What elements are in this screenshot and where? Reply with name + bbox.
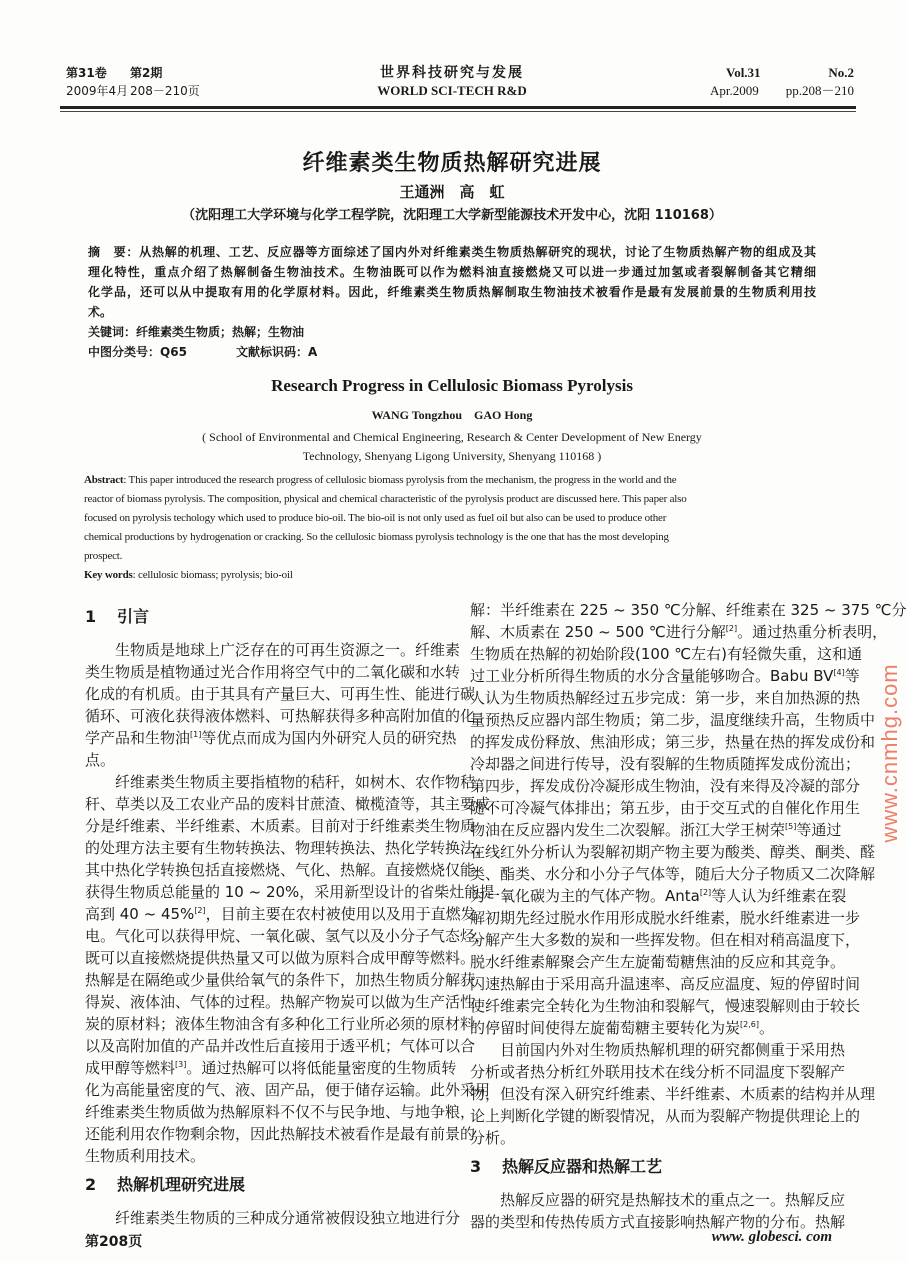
abstract-en-line: focused on pyrolysis techology which used to produce bio-oil. The bio-oil is not only used as fuel oil but also can be used to produce other bbox=[84, 512, 667, 524]
abstract-en-label: Abstract bbox=[84, 474, 124, 486]
keywords-cn-value: 纤维素类生物质；热解；生物油 bbox=[136, 325, 305, 339]
text-line: 随不可冷凝气体排出；第五步，由于交互式的自催化作用生 bbox=[470, 799, 861, 817]
abstract-en-line: prospect. bbox=[84, 550, 123, 562]
citation-ref: [4] bbox=[833, 668, 845, 677]
text-line: 论上判断化学键的断裂情况，从而为裂解产物提供理论上的 bbox=[470, 1107, 861, 1125]
text-line bbox=[85, 727, 457, 749]
text-span: 等人认为纤维素在裂 bbox=[711, 887, 847, 905]
journal-name bbox=[300, 64, 604, 100]
volume-en: Vol.31 bbox=[726, 65, 761, 80]
clc-value: Q65 bbox=[160, 345, 187, 359]
affiliation-en-line: Technology, Shenyang Ligong University, Shenyang 110168 ) bbox=[302, 449, 602, 463]
text-line: 还能利用农作物剩余物，因此热解技术被看作是最有前景的 bbox=[85, 1125, 476, 1143]
text-line: 以及高附加值的产品并改性后直接用于透平机；气体可以合 bbox=[85, 1037, 476, 1055]
journal-issue-info-en bbox=[710, 64, 854, 100]
issue-en: No.2 bbox=[828, 65, 854, 80]
page-number: 第208页 bbox=[85, 1234, 143, 1250]
text-line bbox=[85, 1057, 457, 1079]
paragraph bbox=[85, 1207, 461, 1229]
text-line bbox=[470, 885, 847, 907]
abstract-en-line: chemical productions by hydrogenation or cracking. So the cellulosic biomass pyrolysis technology is the one that has the most developing bbox=[84, 531, 669, 543]
journal-name-en: WORLD SCI-TECH R&D bbox=[377, 83, 527, 98]
affiliation-en-line: ( School of Environmental and Chemical Engineering, Research & Center Development of New Energy bbox=[202, 430, 702, 444]
clc-label: 中图分类号： bbox=[88, 345, 161, 359]
affiliation-cn: （沈阳理工大学环境与化学工程学院，沈阳理工大学新型能源技术开发中心，沈阳 110168） bbox=[182, 208, 722, 223]
text-span: 等优点而成为国内外研究人员的研究热 bbox=[201, 729, 457, 747]
text-line: 纤维素类生物质主要指植物的秸秆，如树木、农作物秸 bbox=[115, 773, 476, 791]
text-line: 纤维素类生物质的三种成分通常被假设独立地进行分 bbox=[115, 1209, 461, 1227]
section-title: 热解机理研究进展 bbox=[117, 1175, 246, 1194]
text-span: 的停留时间使得左旋葡萄糖主要转化为炭 bbox=[470, 1019, 741, 1037]
text-line: 炭的原材料；液体生物油含有多种化工行业所必须的原材料 bbox=[85, 1015, 476, 1033]
text-line: 分是纤维素、半纤维素、木质素。目前对于纤维素类生物质 bbox=[85, 817, 476, 835]
volume-cn: 第31卷 bbox=[66, 66, 107, 80]
text-line bbox=[470, 621, 888, 643]
section-heading bbox=[85, 1171, 450, 1199]
abstract-cn-label: 摘 要： bbox=[88, 245, 140, 259]
text-line: 得炭、液体油、气体的过程。热解产物炭可以做为生产活性 bbox=[85, 993, 476, 1011]
authors-cn: 王通洲 高 虹 bbox=[399, 183, 505, 201]
text-line: 在线红外分析认为裂解初期产物主要为酸类、醇类、酮类、醛 bbox=[470, 843, 876, 861]
text-line: 的处理方法主要有生物转换法、物理转换法、热化学转换法， bbox=[85, 839, 491, 857]
abstract-cn-line: 术。 bbox=[88, 305, 113, 319]
citation-ref: [1] bbox=[190, 730, 202, 739]
authors-en: WANG Tongzhou GAO Hong bbox=[371, 408, 533, 422]
doc-code-value: A bbox=[308, 345, 318, 359]
paragraph bbox=[85, 639, 476, 771]
text-line: 物，但没有深入研究纤维素、半纤维素、木质素的结构并从理 bbox=[470, 1085, 876, 1103]
paragraph bbox=[470, 1039, 876, 1149]
text-line: 量预热反应器内部生物质；第二步，温度继续升高，生物质中 bbox=[470, 711, 876, 729]
text-line: 生物质是地球上广泛存在的可再生资源之一。纤维素 bbox=[115, 641, 461, 659]
date-en: Apr.2009 bbox=[710, 83, 759, 98]
issue-cn: 第2期 bbox=[130, 66, 163, 80]
text-span: 物油在反应器内发生二次裂解。浙江大学王树荣 bbox=[470, 821, 786, 839]
keywords-cn-label: 关键词： bbox=[88, 325, 137, 339]
text-line: 热解反应器的研究是热解技术的重点之一。热解反应 bbox=[500, 1191, 846, 1209]
abstract-en-line: reactor of biomass pyrolysis. The composition, physical and chemical characteristic of the pyrolysis product are discussed here. This paper also bbox=[84, 493, 687, 505]
text-span: 为一氧化碳为主的气体产物。Anta bbox=[470, 887, 700, 905]
text-span: 高到 40 ~ 45% bbox=[85, 905, 195, 923]
text-line: 类、酯类、水分和小分子气体等，随后大分子物质又二次降解 bbox=[470, 865, 876, 883]
classification-cn bbox=[88, 342, 816, 362]
paper-title-en: Research Progress in Cellulosic Biomass Pyrolysis bbox=[271, 376, 633, 395]
paragraph bbox=[470, 1189, 846, 1233]
section-heading bbox=[85, 603, 450, 631]
keywords-en bbox=[84, 566, 824, 585]
text-line: 秆、草类以及工农业产品的废料甘蔗渣、橄榄渣等，其主要成 bbox=[85, 795, 491, 813]
header-rule-thin bbox=[60, 111, 856, 112]
text-line: 第四步，挥发成份冷凝形成生物油，没有来得及冷凝的部分 bbox=[470, 777, 861, 795]
section-heading bbox=[470, 1153, 835, 1181]
text-line: 分解产生大多数的炭和一些挥发物。但在相对稍高温度下， bbox=[470, 931, 861, 949]
text-span: 。通过热重分析表明， bbox=[737, 623, 888, 641]
citation-ref: [2] bbox=[699, 888, 712, 897]
text-span: ，目前主要在农村被使用以及用于直燃发 bbox=[205, 905, 476, 923]
text-line: 的挥发成份释放、焦油形成；第三步，热量在热的挥发成份和 bbox=[470, 733, 876, 751]
keywords-cn bbox=[88, 322, 816, 342]
text-line: 分析或者热分析红外联用技术在线分析不同温度下裂解产 bbox=[470, 1063, 846, 1081]
text-span: 等通过 bbox=[796, 821, 842, 839]
citation-ref: [2] bbox=[194, 906, 206, 915]
section-number: 2 bbox=[85, 1175, 97, 1194]
citation-ref: [2] bbox=[725, 624, 738, 633]
text-line: 生物质在热解的初始阶段(100 ℃左右)有轻微失重，这和通 bbox=[470, 645, 862, 663]
footer-website: www. globesci. com bbox=[711, 1229, 832, 1245]
text-line: 脱水纤维素解聚会产生左旋葡萄糖焦油的反应和其竞争。 bbox=[470, 953, 846, 971]
affiliation-en bbox=[0, 428, 904, 466]
text-line: 闪速热解由于采用高升温速率、高反应温度、短的停留时间 bbox=[470, 975, 861, 993]
doc-code-label: 文献标识码： bbox=[236, 345, 309, 359]
text-line: 解：半纤维素在 225 ~ 350 ℃分解、纤维素在 325 ~ 375 ℃分 bbox=[470, 601, 907, 619]
text-span: 成甲醇等燃料 bbox=[85, 1059, 176, 1077]
text-line: 生物质利用技术。 bbox=[85, 1147, 206, 1165]
text-span: 。通过热解可以将低能量密度的生物质转 bbox=[186, 1059, 457, 1077]
text-line: 人认为生物质热解经过五步完成：第一步，来自加热源的热 bbox=[470, 689, 861, 707]
text-line: 类生物质是植物通过光合作用将空气中的二氧化碳和水转 bbox=[85, 663, 461, 681]
journal-issue-info-cn bbox=[66, 64, 200, 100]
text-line: 点。 bbox=[85, 751, 116, 769]
text-span: 等 bbox=[844, 667, 860, 685]
text-span: 过工业分析所得生物质的水分含量能够吻合。Babu BV bbox=[470, 667, 834, 685]
text-line bbox=[470, 665, 860, 687]
text-line: 其中热化学转换包括直接燃烧、气化、热解。直接燃烧仅能 bbox=[85, 861, 476, 879]
text-line: 使纤维素完全转化为生物油和裂解气，慢速裂解则由于较长 bbox=[470, 997, 861, 1015]
text-line: 分析。 bbox=[470, 1129, 516, 1147]
text-line: 热解是在隔绝或少量供给氧气的条件下，加热生物质分解获 bbox=[85, 971, 476, 989]
abstract-cn-line: 从热解的机理、工艺、反应器等方面综述了国内外对纤维素类生物质热解研究的现状，讨论了生物质热解产物的组成及其 bbox=[139, 245, 816, 259]
text-line: 电。气化可以获得甲烷、一氧化碳、氢气以及小分子气态烃， bbox=[85, 927, 491, 945]
citation-ref: [3] bbox=[175, 1060, 187, 1069]
journal-name-cn: 世界科技研究与发展 bbox=[380, 65, 524, 81]
text-line: 化为高能量密度的气、液、固产品，便于储存运输。此外采用 bbox=[85, 1081, 491, 1099]
section-title: 引言 bbox=[117, 607, 150, 626]
text-line bbox=[470, 819, 842, 841]
pages-en: pp.208－210 bbox=[785, 83, 854, 98]
text-span: 解、木质素在 250 ~ 500 ℃进行分解 bbox=[470, 623, 726, 641]
text-line: 冷却器之间进行传导，没有裂解的生物质随挥发成份流出； bbox=[470, 755, 861, 773]
section-number: 3 bbox=[470, 1157, 482, 1176]
text-line: 循环、可液化获得液体燃料、可热解获得多种高附加值的化 bbox=[85, 707, 476, 725]
paper-title-cn: 纤维素类生物质热解研究进展 bbox=[302, 151, 602, 176]
citation-ref: [2,6] bbox=[740, 1020, 759, 1029]
abstract-cn bbox=[88, 242, 816, 362]
text-line: 既可以直接燃烧提供热量又可以做为原料合成甲醇等燃料。 bbox=[85, 949, 476, 967]
keywords-en-value: : cellulosic biomass; pyrolysis; bio-oil bbox=[132, 569, 293, 581]
date-cn: 2009年4月 bbox=[66, 84, 129, 98]
header-rule-thick bbox=[60, 106, 856, 109]
text-line: 目前国内外对生物质热解机理的研究都侧重于采用热 bbox=[500, 1041, 846, 1059]
text-line: 纤维素类生物质做为热解原料不仅不与民争地、与地争粮， bbox=[85, 1103, 476, 1121]
section-number: 1 bbox=[85, 607, 97, 626]
text-span: 学产品和生物油 bbox=[85, 729, 191, 747]
abstract-en-line: : This paper introduced the research progress of cellulosic biomass pyrolysis from the mechanism, the progress in the world and the bbox=[123, 474, 677, 486]
keywords-en-label: Key words bbox=[84, 569, 133, 581]
watermark: www.cnmhg.com bbox=[877, 663, 902, 843]
text-line bbox=[85, 903, 476, 925]
abstract-cn-line: 化学品，还可以从中提取有用的化学原材料。因此，纤维素类生物质热解制取生物油技术被看作是最有发展前景的生物质利用技 bbox=[88, 285, 816, 299]
text-line: 获得生物质总能量的 10 ~ 20%，采用新型设计的省柴灶能提 bbox=[85, 883, 495, 901]
abstract-cn-line: 理化特性，重点介绍了热解制备生物油技术。生物油既可以作为燃料油直接燃烧又可以进一步通过加氢或者裂解制备其它精细 bbox=[88, 265, 816, 279]
text-span: 。 bbox=[758, 1019, 774, 1037]
section-title: 热解反应器和热解工艺 bbox=[502, 1157, 663, 1176]
text-line bbox=[470, 1017, 835, 1039]
abstract-en bbox=[84, 471, 824, 585]
text-line: 化成的有机质。由于其具有产量巨大、可再生性、能进行碳 bbox=[85, 685, 476, 703]
pages-cn: 208－210页 bbox=[130, 84, 200, 98]
citation-ref: [5] bbox=[785, 822, 797, 831]
text-line: 器的类型和传热传质方式直接影响热解产物的分布。热解 bbox=[470, 1213, 846, 1231]
text-line: 解初期先经过脱水作用形成脱水纤维素，脱水纤维素进一步 bbox=[470, 909, 861, 927]
